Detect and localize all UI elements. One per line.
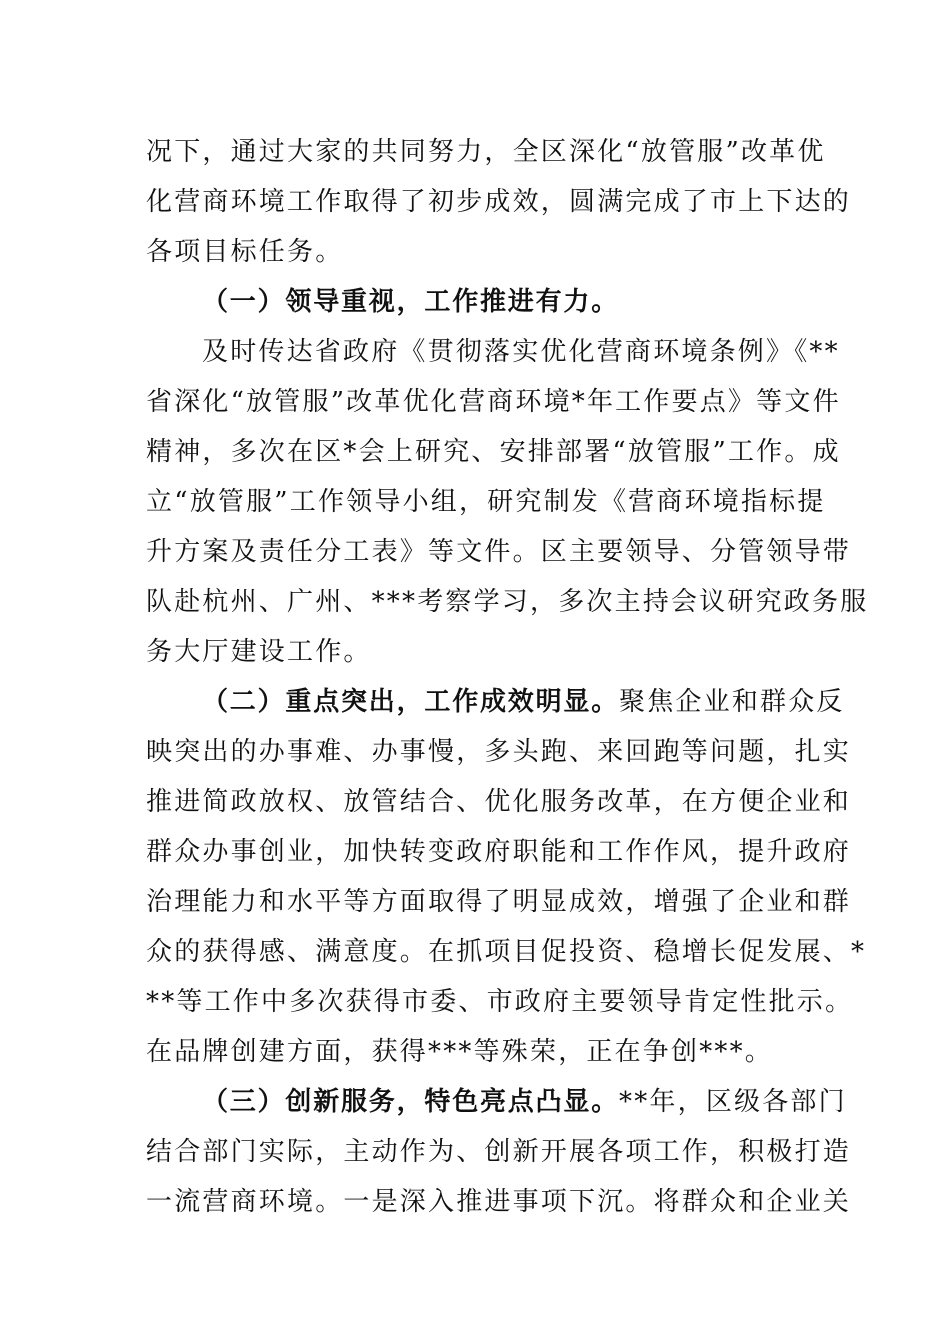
line-text: 各项目标任务。 xyxy=(146,237,344,267)
line-text: 聚焦企业和群众反 xyxy=(619,687,845,717)
body-text-line xyxy=(146,127,826,177)
body-text-line xyxy=(146,627,806,677)
body-text-line xyxy=(146,727,852,777)
line-text: 立“放管服”工作领导小组，研究制发《营商环境指标提 xyxy=(146,487,826,517)
line-text: 治理能力和水平等方面取得了明显成效，增强了企业和群 xyxy=(146,887,852,917)
line-text: 务大厅建设工作。 xyxy=(146,637,372,667)
body-text-line xyxy=(146,327,840,377)
line-text: 况下，通过大家的共同努力，全区深化“放管服”改革优 xyxy=(146,137,826,167)
line-text: 化营商环境工作取得了初步成效，圆满完成了市上下达的 xyxy=(146,187,852,217)
line-text: 省深化“放管服”改革优化营商环境*年工作要点》等文件 xyxy=(146,387,841,417)
line-text: 升方案及责任分工表》等文件。区主要领导、分管领导带 xyxy=(146,537,852,567)
body-text-line xyxy=(146,977,854,1027)
document-body xyxy=(146,127,869,1227)
body-text-line xyxy=(146,927,867,977)
body-text-line xyxy=(146,1177,852,1227)
body-text-line xyxy=(146,1027,806,1077)
body-text-line xyxy=(146,827,852,877)
line-text: 精神，多次在区*会上研究、安排部署“放管服”工作。成 xyxy=(146,437,841,467)
line-text: **年，区级各部门 xyxy=(619,1087,847,1117)
body-text-line xyxy=(146,527,852,577)
section-heading: （三）创新服务，特色亮点凸显。 xyxy=(202,1087,620,1117)
section-heading-line xyxy=(146,677,845,727)
line-text: 及时传达省政府《贯彻落实优化营商环境条例》《** xyxy=(202,337,840,367)
body-text-line xyxy=(146,777,852,827)
body-text-line xyxy=(146,477,826,527)
line-text: 一流营商环境。一是深入推进事项下沉。将群众和企业关 xyxy=(146,1187,852,1217)
line-text: **等工作中多次获得市委、市政府主要领导肯定性批示。 xyxy=(146,987,854,1017)
line-text: 群众办事创业，加快转变政府职能和工作作风，提升政府 xyxy=(146,837,852,867)
section-heading: （二）重点突出，工作成效明显。 xyxy=(202,687,620,717)
line-text: 众的获得感、满意度。在抓项目促投资、稳增长促发展、* xyxy=(146,937,867,967)
line-text: 结合部门实际，主动作为、创新开展各项工作，积极打造 xyxy=(146,1137,852,1167)
body-text-line xyxy=(146,877,852,927)
body-text-line xyxy=(146,427,841,477)
line-text: 队赴杭州、广州、***考察学习，多次主持会议研究政务服 xyxy=(146,587,869,617)
section-heading: （一）领导重视，工作推进有力。 xyxy=(202,287,620,317)
body-text-line xyxy=(146,227,806,277)
line-text: 映突出的办事难、办事慢，多头跑、来回跑等问题，扎实 xyxy=(146,737,852,767)
body-text-line xyxy=(146,577,869,627)
line-text: 在品牌创建方面，获得***等殊荣，正在争创***。 xyxy=(146,1037,774,1067)
body-text-line xyxy=(146,377,841,427)
body-text-line xyxy=(146,177,852,227)
section-heading-line xyxy=(146,277,806,327)
body-text-line xyxy=(146,1127,852,1177)
section-heading-line xyxy=(146,1077,847,1127)
line-text: 推进简政放权、放管结合、优化服务改革，在方便企业和 xyxy=(146,787,852,817)
